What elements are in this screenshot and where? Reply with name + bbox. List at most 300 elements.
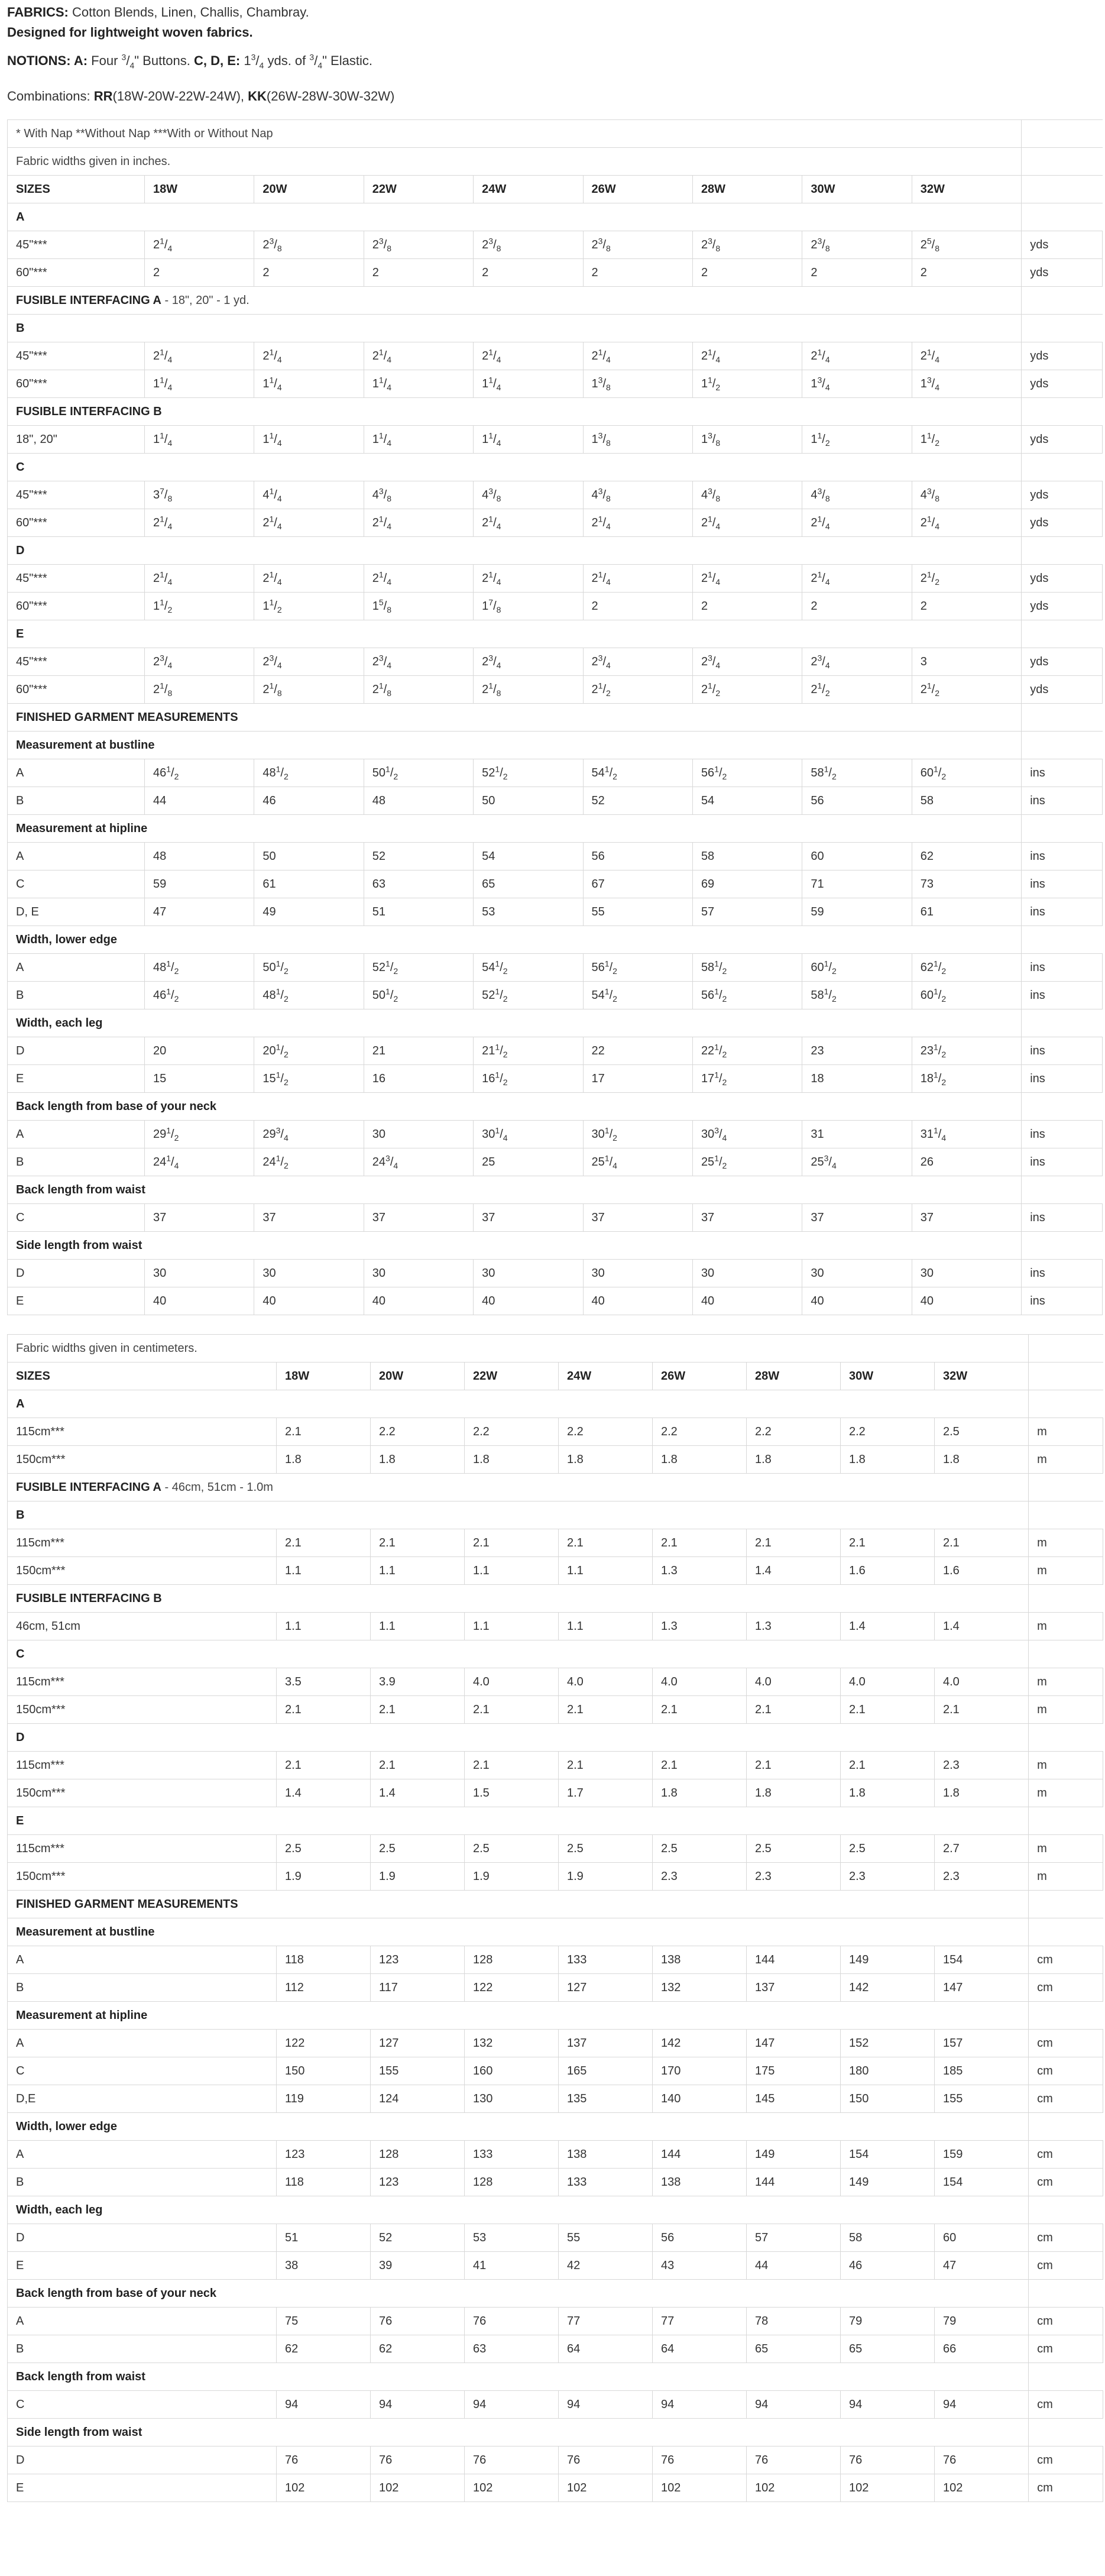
size-value: 1.6	[935, 1557, 1029, 1585]
size-value: $1^1/_2$	[912, 426, 1022, 454]
size-value: 16	[364, 1065, 473, 1093]
size-header: 22W	[465, 1363, 559, 1390]
kk-label: KK	[248, 89, 267, 103]
empty-cell	[1029, 1335, 1103, 1363]
size-value: $1^3/_4$	[802, 370, 912, 398]
size-value: $4^1/_4$	[254, 481, 364, 509]
size-value: $29^1/_2$	[144, 1121, 254, 1148]
subheading	[8, 537, 1022, 565]
row-label: 60"***	[8, 676, 145, 704]
subheading-row	[8, 454, 1103, 481]
unit-label: yds	[1022, 231, 1103, 259]
size-value: 2	[802, 259, 912, 287]
unit-label: m	[1029, 1835, 1103, 1863]
size-value: $2^1/_2$	[692, 676, 802, 704]
subheading	[8, 2419, 1029, 2446]
size-header: 24W	[559, 1363, 653, 1390]
table-row	[8, 843, 1103, 870]
size-value: $1^3/_8$	[583, 426, 692, 454]
unit-label: ins	[1022, 870, 1103, 898]
unit-label: cm	[1029, 2141, 1103, 2169]
section-heading-row	[8, 1891, 1103, 1918]
subheading-label: C	[16, 1647, 25, 1661]
unit-label: cm	[1029, 2446, 1103, 2474]
row-label: 45"***	[8, 565, 145, 593]
size-value: 31	[802, 1121, 912, 1148]
size-value: 133	[559, 2169, 653, 2196]
subheading	[8, 2363, 1029, 2391]
size-value: 128	[371, 2141, 465, 2169]
size-value: $25^1/_4$	[583, 1148, 692, 1176]
row-label: 150cm***	[8, 1779, 277, 1807]
rr-sizes: (18W-20W-22W-24W),	[112, 89, 248, 103]
row-label: A	[8, 2141, 277, 2169]
subheading-label: Back length from base of your neck	[16, 2286, 216, 2300]
size-value: $1^1/_4$	[364, 370, 473, 398]
size-value: 78	[747, 2308, 841, 2335]
size-value: $2^3/_4$	[474, 648, 583, 676]
size-value: 79	[935, 2308, 1029, 2335]
size-value: 137	[747, 1974, 841, 2002]
table-row	[8, 898, 1103, 926]
unit-label: m	[1029, 1557, 1103, 1585]
subheading-label: Width, lower edge	[16, 2119, 117, 2133]
size-value: $1^1/_2$	[692, 370, 802, 398]
subheading	[8, 1807, 1029, 1835]
size-value: 40	[364, 1287, 473, 1315]
size-value: $1^3/_8$	[692, 426, 802, 454]
size-value: $24^1/_4$	[144, 1148, 254, 1176]
size-value: 58	[692, 843, 802, 870]
subheading-row	[8, 732, 1103, 759]
size-value: $62^1/_2$	[912, 954, 1022, 982]
size-value: 21	[364, 1037, 473, 1065]
size-value: 1.8	[841, 1779, 935, 1807]
size-value: 76	[653, 2446, 747, 2474]
size-value: $2^1/_4$	[254, 509, 364, 537]
size-value: $20^1/_2$	[254, 1037, 364, 1065]
notions-cde-text: $1^3/_4$ yds. of $^3/_4$" Elastic.	[244, 52, 372, 70]
size-value: 2.1	[277, 1418, 371, 1446]
size-value: 30	[474, 1260, 583, 1287]
size-value: 63	[465, 2335, 559, 2363]
subheading	[8, 1093, 1022, 1121]
empty-cell	[1022, 120, 1103, 148]
unit-label: yds	[1022, 676, 1103, 704]
empty-cell	[1022, 926, 1103, 954]
size-value: 77	[559, 2308, 653, 2335]
table-row	[8, 2141, 1103, 2169]
subheading-row	[8, 315, 1103, 342]
size-value: 77	[653, 2308, 747, 2335]
subheading-label: Back length from base of your neck	[16, 1099, 216, 1113]
metric-yardage-table	[7, 1334, 1103, 2502]
size-value: 2.1	[559, 1696, 653, 1724]
size-value: 1.8	[841, 1446, 935, 1474]
size-value: $1^7/_8$	[474, 593, 583, 620]
size-value: $60^1/_2$	[912, 982, 1022, 1009]
size-value: $22^1/_2$	[692, 1037, 802, 1065]
size-value: $25^1/_2$	[692, 1148, 802, 1176]
empty-cell	[1029, 2280, 1103, 2308]
empty-cell	[1022, 315, 1103, 342]
size-value: 119	[277, 2085, 371, 2113]
size-value: 47	[935, 2252, 1029, 2280]
size-header: 30W	[841, 1363, 935, 1390]
widths-note-row	[8, 1335, 1103, 1363]
row-label: 18", 20"	[8, 426, 145, 454]
size-value: 2.1	[935, 1696, 1029, 1724]
row-label: A	[8, 759, 145, 787]
designed-line	[7, 22, 1098, 43]
subheading-label: Width, each leg	[16, 1016, 103, 1030]
row-label: E	[8, 1065, 145, 1093]
unit-label: ins	[1022, 1121, 1103, 1148]
size-value: $54^1/_2$	[583, 759, 692, 787]
size-value: $2^1/_8$	[474, 676, 583, 704]
size-value: 1.4	[371, 1779, 465, 1807]
size-value: 150	[841, 2085, 935, 2113]
size-value: 54	[474, 843, 583, 870]
unit-label: ins	[1022, 898, 1103, 926]
size-value: 2.1	[747, 1696, 841, 1724]
empty-cell	[1022, 203, 1103, 231]
size-value: 57	[692, 898, 802, 926]
size-value: 1.8	[935, 1446, 1029, 1474]
subheading-row	[8, 537, 1103, 565]
size-value: $56^1/_2$	[583, 954, 692, 982]
size-value: $2^1/_4$	[802, 509, 912, 537]
row-label: 46cm, 51cm	[8, 1613, 277, 1640]
size-value: 128	[465, 2169, 559, 2196]
subheading-label: Back length from waist	[16, 1183, 145, 1196]
size-value: 2	[912, 259, 1022, 287]
unit-label: yds	[1022, 509, 1103, 537]
size-value: $2^1/_4$	[583, 509, 692, 537]
size-value: $2^1/_4$	[692, 509, 802, 537]
empty-cell	[1029, 2363, 1103, 2391]
size-value: 1.9	[371, 1863, 465, 1891]
size-value: $48^1/_2$	[254, 982, 364, 1009]
empty-cell	[1029, 1918, 1103, 1946]
size-value: 30	[364, 1260, 473, 1287]
size-value: 2.1	[371, 1696, 465, 1724]
empty-cell	[1022, 454, 1103, 481]
nap-note: * With Nap **Without Nap ***With or Without Nap	[8, 120, 1022, 148]
table-row	[8, 1204, 1103, 1232]
size-value: 55	[559, 2224, 653, 2252]
table-row	[8, 426, 1103, 454]
subheading-row	[8, 2113, 1103, 2141]
unit-label: cm	[1029, 2308, 1103, 2335]
size-value: $1^1/_4$	[144, 426, 254, 454]
size-value: 54	[692, 787, 802, 815]
size-value: $15^1/_2$	[254, 1065, 364, 1093]
size-value: 127	[559, 1974, 653, 2002]
size-value: 122	[277, 2030, 371, 2057]
size-header: 24W	[474, 176, 583, 203]
table-row	[8, 2057, 1103, 2085]
empty-cell	[1022, 732, 1103, 759]
size-value: 52	[583, 787, 692, 815]
fabrics-line	[7, 2, 1098, 22]
size-value: 2.5	[841, 1835, 935, 1863]
size-value: $30^3/_4$	[692, 1121, 802, 1148]
row-label: B	[8, 2169, 277, 2196]
size-value: 2	[692, 593, 802, 620]
table-row	[8, 1779, 1103, 1807]
table-row	[8, 1752, 1103, 1779]
size-value: 102	[935, 2474, 1029, 2502]
size-value: 26	[912, 1148, 1022, 1176]
row-label: C	[8, 2057, 277, 2085]
size-value: 64	[653, 2335, 747, 2363]
size-value: 1.1	[559, 1613, 653, 1640]
designed-text: Designed for lightweight woven fabrics.	[7, 25, 253, 40]
size-value: 140	[653, 2085, 747, 2113]
size-value: 20	[144, 1037, 254, 1065]
table-row	[8, 2391, 1103, 2419]
size-value: 76	[371, 2446, 465, 2474]
size-value: 155	[935, 2085, 1029, 2113]
unit-label: ins	[1022, 843, 1103, 870]
size-value: 2.1	[371, 1752, 465, 1779]
size-value: $2^3/_8$	[474, 231, 583, 259]
section-heading	[8, 704, 1022, 732]
size-value: 2	[254, 259, 364, 287]
size-value: 71	[802, 870, 912, 898]
size-value: 62	[277, 2335, 371, 2363]
pattern-intro	[7, 2, 1098, 106]
size-value: $1^1/_2$	[802, 426, 912, 454]
subheading-row	[8, 2280, 1103, 2308]
size-value: $1^1/_4$	[474, 370, 583, 398]
size-value: $2^3/_8$	[692, 231, 802, 259]
size-value: 149	[747, 2141, 841, 2169]
size-header: 22W	[364, 176, 473, 203]
size-value: 102	[465, 2474, 559, 2502]
empty-cell	[1029, 1501, 1103, 1529]
size-value: 4.0	[935, 1668, 1029, 1696]
empty-cell	[1029, 2113, 1103, 2141]
subheading-label: FINISHED GARMENT MEASUREMENTS	[16, 1897, 238, 1911]
subheading-row	[8, 1585, 1103, 1613]
size-value: 94	[559, 2391, 653, 2419]
table-row	[8, 565, 1103, 593]
size-value: 3.9	[371, 1668, 465, 1696]
size-value: $58^1/_2$	[802, 982, 912, 1009]
size-value: 4.0	[465, 1668, 559, 1696]
row-label: B	[8, 982, 145, 1009]
size-value: 62	[371, 2335, 465, 2363]
size-value: 1.5	[465, 1779, 559, 1807]
size-value: 2.1	[559, 1529, 653, 1557]
row-label: D	[8, 2446, 277, 2474]
size-value: 1.9	[277, 1863, 371, 1891]
size-value: 40	[254, 1287, 364, 1315]
subheading	[8, 1585, 1029, 1613]
size-value: $2^1/_4$	[912, 509, 1022, 537]
table-row	[8, 648, 1103, 676]
size-value: 2.1	[465, 1529, 559, 1557]
row-label: 115cm***	[8, 1418, 277, 1446]
size-value: 117	[371, 1974, 465, 2002]
unit-label: yds	[1022, 259, 1103, 287]
size-value: 1.3	[747, 1613, 841, 1640]
size-header: 18W	[144, 176, 254, 203]
row-label: 115cm***	[8, 1835, 277, 1863]
size-value: 102	[371, 2474, 465, 2502]
table-row	[8, 787, 1103, 815]
subheading-label: Back length from waist	[16, 2370, 145, 2383]
table-row	[8, 676, 1103, 704]
size-value: $2^1/_4$	[583, 342, 692, 370]
size-header: 30W	[802, 176, 912, 203]
size-value: $2^1/_4$	[144, 509, 254, 537]
unit-label: cm	[1029, 2224, 1103, 2252]
size-value: 38	[277, 2252, 371, 2280]
size-value: 2.1	[747, 1752, 841, 1779]
size-value: $2^1/_4$	[802, 565, 912, 593]
size-value: $29^3/_4$	[254, 1121, 364, 1148]
size-value: 76	[841, 2446, 935, 2474]
empty-cell	[1022, 1009, 1103, 1037]
size-value: 2.1	[559, 1752, 653, 1779]
size-value: $23^1/_2$	[912, 1037, 1022, 1065]
size-value: 53	[474, 898, 583, 926]
size-value: 60	[802, 843, 912, 870]
size-value: 2.2	[747, 1418, 841, 1446]
size-value: 128	[465, 1946, 559, 1974]
unit-label: ins	[1022, 1287, 1103, 1315]
size-value: 2.1	[841, 1696, 935, 1724]
size-value: $2^1/_4$	[474, 342, 583, 370]
subheading	[8, 2002, 1029, 2030]
size-value: 2.2	[559, 1418, 653, 1446]
subheading	[8, 2196, 1029, 2224]
size-value: 30	[583, 1260, 692, 1287]
size-value: $54^1/_2$	[474, 954, 583, 982]
subheading-label: A	[16, 210, 25, 224]
size-value: 76	[935, 2446, 1029, 2474]
subheading-label: Side length from waist	[16, 2425, 142, 2439]
size-value: $1^3/_8$	[583, 370, 692, 398]
size-value: $2^1/_4$	[364, 509, 473, 537]
unit-label: yds	[1022, 593, 1103, 620]
size-value: 2.2	[465, 1418, 559, 1446]
size-value: 1.8	[747, 1446, 841, 1474]
size-value: 1.1	[465, 1613, 559, 1640]
subheading	[8, 1176, 1022, 1204]
size-value: 142	[653, 2030, 747, 2057]
row-label: 60"***	[8, 370, 145, 398]
row-label: 60"***	[8, 593, 145, 620]
table-row	[8, 1287, 1103, 1315]
unit-label: cm	[1029, 2030, 1103, 2057]
subheading	[8, 1232, 1022, 1260]
size-value: $21^1/_2$	[474, 1037, 583, 1065]
table-row	[8, 1668, 1103, 1696]
size-value: $2^3/_8$	[583, 231, 692, 259]
size-value: 149	[841, 1946, 935, 1974]
size-value: 1.8	[653, 1446, 747, 1474]
size-value: 40	[912, 1287, 1022, 1315]
unit-label: m	[1029, 1418, 1103, 1446]
row-label: 45"***	[8, 481, 145, 509]
size-value: $50^1/_2$	[254, 954, 364, 982]
size-value: $2^3/_8$	[254, 231, 364, 259]
size-value: 40	[583, 1287, 692, 1315]
size-value: 1.7	[559, 1779, 653, 1807]
table-row	[8, 1946, 1103, 1974]
row-label: A	[8, 2308, 277, 2335]
notions-a-text: Four $^3/_4$" Buttons.	[88, 52, 195, 70]
size-value: 37	[474, 1204, 583, 1232]
empty-cell	[1029, 1474, 1103, 1501]
size-value: 102	[277, 2474, 371, 2502]
size-value: 175	[747, 2057, 841, 2085]
subheading-label: FINISHED GARMENT MEASUREMENTS	[16, 710, 238, 724]
size-value: 64	[559, 2335, 653, 2363]
size-value: $2^1/_4$	[144, 231, 254, 259]
subheading	[8, 287, 1022, 315]
subheading-row	[8, 398, 1103, 426]
size-value: 1.1	[559, 1557, 653, 1585]
size-value: 2	[692, 259, 802, 287]
size-value: 76	[371, 2308, 465, 2335]
table-row	[8, 1446, 1103, 1474]
unit-label: ins	[1022, 1065, 1103, 1093]
empty-cell	[1029, 1585, 1103, 1613]
subheading	[8, 203, 1022, 231]
subheading-label: B	[16, 1508, 25, 1522]
size-value: 4.0	[747, 1668, 841, 1696]
size-value: 2	[144, 259, 254, 287]
size-value: 1.4	[277, 1779, 371, 1807]
size-value: 52	[364, 843, 473, 870]
subheading-row	[8, 203, 1103, 231]
size-value: $2^3/_4$	[144, 648, 254, 676]
size-value: 1.8	[653, 1779, 747, 1807]
table-row	[8, 759, 1103, 787]
size-value: 2	[364, 259, 473, 287]
size-value: 18	[802, 1065, 912, 1093]
size-value: 118	[277, 1946, 371, 1974]
unit-label: ins	[1022, 1037, 1103, 1065]
size-value: 59	[802, 898, 912, 926]
size-value: 37	[144, 1204, 254, 1232]
subheading-row	[8, 1807, 1103, 1835]
row-label: E	[8, 2252, 277, 2280]
table-row	[8, 2030, 1103, 2057]
subheading-label: D	[16, 1730, 25, 1744]
size-value: 23	[802, 1037, 912, 1065]
size-value: $2^1/_2$	[912, 565, 1022, 593]
subheading	[8, 815, 1022, 843]
unit-label: ins	[1022, 787, 1103, 815]
table-row	[8, 2252, 1103, 2280]
size-value: 56	[583, 843, 692, 870]
size-value: 60	[935, 2224, 1029, 2252]
empty-cell	[1029, 1390, 1103, 1418]
size-value: 102	[559, 2474, 653, 2502]
size-value: 94	[653, 2391, 747, 2419]
empty-cell	[1022, 176, 1103, 203]
size-value: $54^1/_2$	[583, 982, 692, 1009]
size-value: $2^1/_4$	[802, 342, 912, 370]
size-value: 76	[559, 2446, 653, 2474]
size-value: 48	[364, 787, 473, 815]
